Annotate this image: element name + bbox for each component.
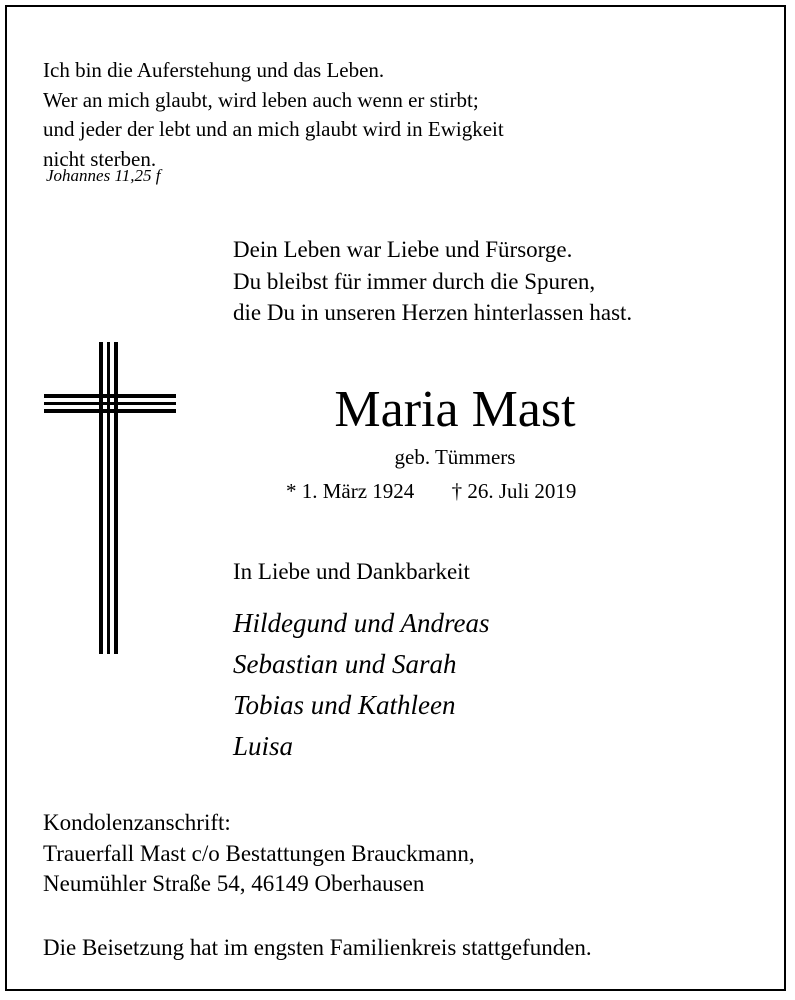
condolence-line: Trauerfall Mast c/o Bestattungen Brauckmann,: [43, 840, 475, 866]
bible-verse: [43, 56, 504, 174]
motto-line: Du bleibst für immer durch die Spuren,: [233, 268, 596, 294]
funeral-note: Die Beisetzung hat im engsten Familienkreis stattgefunden.: [43, 935, 592, 960]
deceased-name: Maria Mast: [334, 381, 576, 438]
mourner-entry: Luisa: [233, 731, 294, 761]
verse-line: Ich bin die Auferstehung und das Leben.: [43, 58, 385, 82]
birth-date: * 1. März 1924: [286, 479, 415, 503]
death-date: † 26. Juli 2019: [451, 479, 577, 503]
condolence-address: [43, 808, 475, 900]
maiden-name: geb. Tümmers: [394, 445, 516, 469]
verse-line: Wer an mich glaubt, wird leben auch wenn er stirbt;: [43, 87, 479, 112]
motto-line: die Du in unseren Herzen hinterlassen hast.: [233, 300, 633, 325]
mourners-list: [233, 603, 490, 767]
motto-line: Dein Leben war Liebe und Fürsorge.: [233, 237, 573, 262]
verse-line: nicht sterben.: [43, 146, 157, 171]
verse-reference: Johannes 11,25 f: [46, 166, 161, 185]
mourner-entry: Tobias und Kathleen: [233, 690, 456, 720]
cross-icon: [44, 342, 176, 654]
condolence-label: Kondolenzanschrift:: [43, 810, 231, 835]
life-dates: [286, 478, 576, 504]
mourner-entry: Hildegund und Andreas: [233, 608, 490, 638]
condolence-line: Neumühler Straße 54, 46149 Oberhausen: [43, 871, 425, 896]
mourner-entry: Sebastian und Sarah: [233, 649, 457, 679]
motto: [233, 234, 632, 329]
gratitude-line: In Liebe und Dankbarkeit: [233, 559, 470, 584]
verse-line: und jeder der lebt und an mich glaubt wird in Ewigkeit: [43, 117, 504, 141]
